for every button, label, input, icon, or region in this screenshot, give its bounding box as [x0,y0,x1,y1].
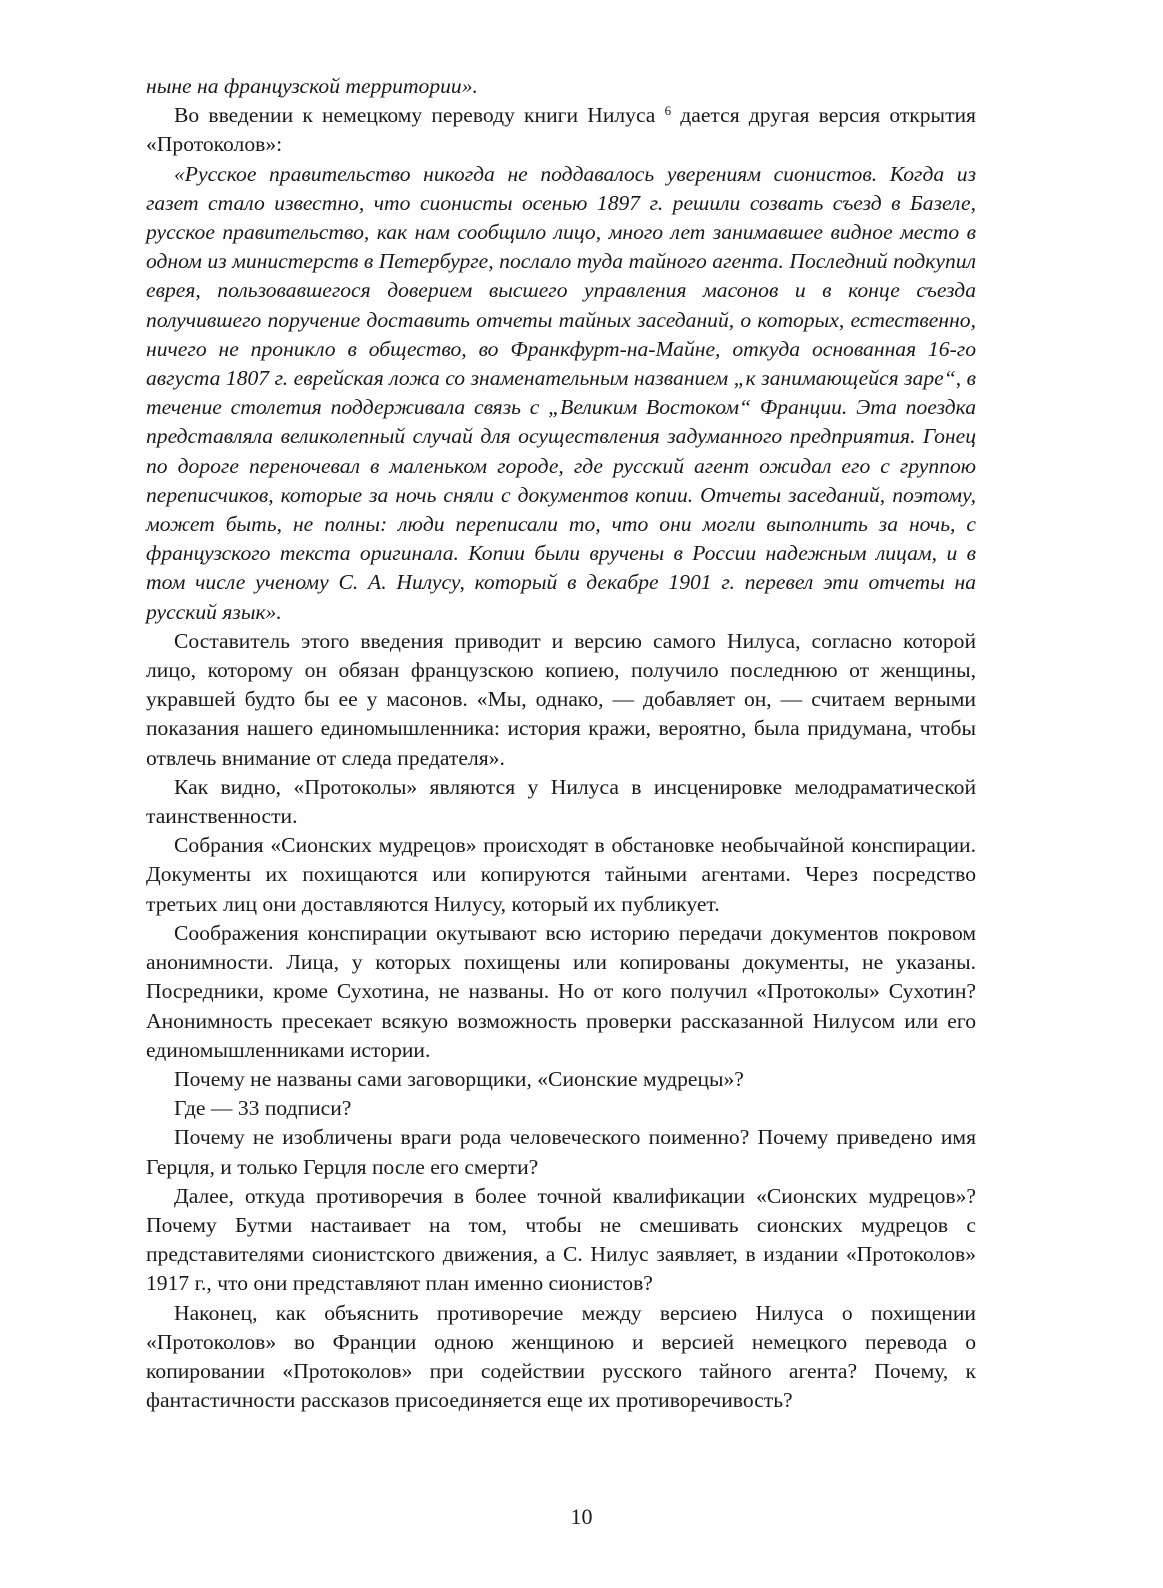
page-number: 10 [570,1504,593,1529]
paragraph: Составитель этого введения приводит и версию самого Нилуса, согласно которой лицо, которому он обязан французскою копиею, получило последнюю от женщины, укравшей будто бы ее у масонов. «Мы, однако, — добавляет он, — считаем верными показания нашего единомышленника: история кражи, вероятно, была придумана, чтобы отвлечь внимание от следа предателя». [146,628,976,770]
paragraph: Как видно, «Протоколы» являются у Нилуса в инсценировке мелодраматической таинственности. [146,774,976,829]
body-text [146,72,976,1415]
quote-paragraph: «Русское правительство никогда не поддавалось уверениям сионистов. Когда из газет стало известно, что сионисты осенью 1897 г. решили созвать съезд в Базеле, русское правительство, как нам сообщило лицо, много лет занимавшее видное место в одном из министерств в Петербурге, послало туда тайного агента. Последний подкупил еврея, пользовавшегося доверием высшего управления масонов и в конце съезда получившего поручение доставить отчеты тайных заседаний, о которых, естественно, ничего не проникло в общество, во Франкфурт-на-Майне, откуда основанная 16-го августа 1807 г. еврейская ложа со знаменательным названием „к занимающейся заре“, в течение столетия поддерживала связь с „Великим Востоком“ Франции. Эта поездка представляла великолепный случай для осуществления задуманного предприятия. Гонец по дороге переночевал в маленьком городе, где русский агент ожидал его с группою переписчиков, которые за ночь сняли с документов копии. Отчеты заседаний, поэтому, может быть, не полны: люди переписали то, что они могли выполнить за ночь, с французского текста оригинала. Копии были вручены в России надежным лицам, и в том числе ученому С. А. Нилусу, который в декабре 1901 г. перевел эти отчеты на русский язык». [146,161,976,624]
paragraph: Почему не названы сами заговорщики, «Сионские мудрецы»? [174,1066,744,1091]
footnote-reference[interactable]: 6 [664,103,672,119]
paragraph-introduction [146,101,976,159]
paragraph: Наконец, как объяснить противоречие между версиею Нилуса о похищении «Протоколов» во Франции одною женщиною и версией немецкого перевода о копировании «Протоколов» при содействии русского тайного агента? Почему, к фантастичности рассказов присоединяется еще их противоречивость? [146,1300,976,1413]
paragraph: Далее, откуда противоречия в более точной квалификации «Сионских мудрецов»? Почему Бутми настаивает на том, чтобы не смешивать сионских мудрецов с представителями сионистского движения, а С. Нилус заявляет, в издании «Протоколов» 1917 г., что они представляют план именно сионистов? [146,1183,976,1296]
paragraph: Где — 33 подписи? [174,1096,352,1121]
paragraph-text: Во введении к немецкому переводу книги Нилуса [174,103,656,128]
paragraph: Почему не изобличены враги рода человеческого поименно? Почему приведено имя Герцля, и только Герцля после его смерти? [146,1125,976,1179]
paragraph: Собрания «Сионских мудрецов» происходят в обстановке необычайной конспирации. Документы их похищаются или копируются тайными агентами. Через посредство третьих лиц они доставляются Нилусу, который их публикует. [146,833,976,916]
paragraph-continuation: ныне на французской территории». [146,74,478,98]
paragraph-text: дается другая версия открытия «Протоколов»: [146,103,976,157]
paragraph: Соображения конспирации окутывают всю историю передачи документов покровом анонимности. Лица, у которых похищены или копированы документы, не указаны. Посредники, кроме Сухотина, не названы. Но от кого получил «Протоколы» Сухотин? Анонимность пресекает всякую возможность проверки рассказанной Нилусом или его единомышленниками истории. [146,920,976,1062]
